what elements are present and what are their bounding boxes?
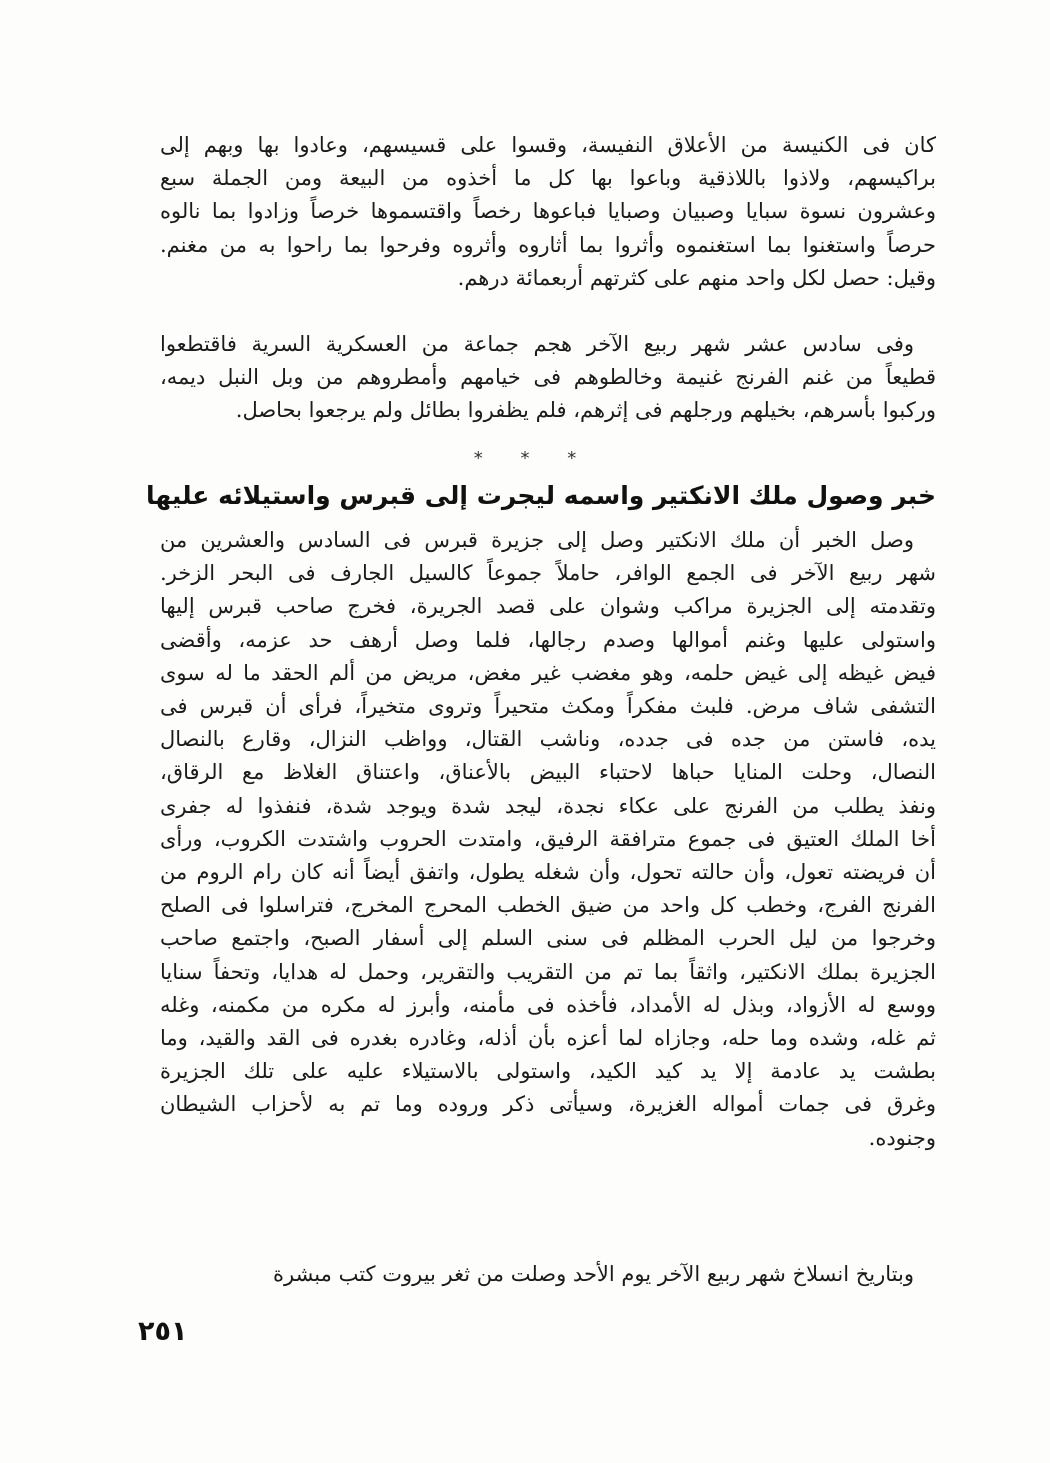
text-line: كان فى الكنيسة من الأعلاق النفيسة، وقسوا على قسيسهم، وعادوا بها وبهم إلى	[160, 133, 936, 157]
text-line: وركبوا بأسرهم، بخيلهم ورجلهم فى إثرهم، فلم يظفروا بطائل ولم يرجعوا بحاصل.	[235, 398, 936, 423]
text-line: التشفى شاف مرض. فلبث مفكراً ومكث متحيراً وتروى متخيراً، فرأى أن قبرس فى	[160, 694, 936, 718]
text-line: وفى سادس عشر شهر ربيع الآخر هجم جماعة من العسكرية السرية فاقتطعوا	[160, 332, 914, 356]
text-line: ثم غله، وشده وما حله، وجازاه لما أعزه بأن أذله، وغادره بغدره فى القد والقيد، وما	[160, 1026, 936, 1050]
text-line: فيض غيظه إلى غيض حلمه، وهو مغضب غير مغض، مريض من ألم الحقد ما له سوى	[160, 660, 936, 685]
separator-star: *	[567, 448, 577, 469]
text-line: يده، فاستن من جده فى جدده، وناشب القتال، وواظب النزال، وقارع بالنصال	[160, 727, 936, 752]
separator-star: *	[520, 448, 530, 469]
text-line: وعشرون نسوة سبايا وصبيان وصبايا فباعوها رخصاً واقتسموها خرصاً وزادوا بما نالوه	[160, 199, 936, 224]
text-line: أن فريضته تعول، وأن حالته تحول، وأن شغله يطول، واتفق أيضاً أنه كان رام الروم من	[160, 860, 936, 884]
text-line: وغرق فى جمات أمواله الغزيرة، وسيأتى ذكر وروده وما تم به لأحزاب الشيطان	[160, 1092, 936, 1117]
text-line: الفرنج الفرج، وخطب كل واحد من ضيق الخطب المحرج المخرج، فتراسلوا فى الصلح	[160, 893, 936, 918]
text-line: حرصاً واستغنوا بما استغنموه وأثروا بما أثاروه وأثروه وفرحوا بما راحوا به من مغنم.	[160, 232, 936, 257]
text-line: شهر ربيع الآخر فى الجمع الوافر، حاملاً جموعاً كالسيل الجارف فى البحر الزخر.	[160, 561, 936, 586]
section-separator	[0, 448, 1050, 469]
text-line: وبتاريخ انسلاخ شهر ربيع الآخر يوم الأحد وصلت من ثغر بيروت كتب مبشرة	[272, 1262, 914, 1286]
text-line: قطيعاً من غنم الفرنج غنيمة وخالطوهم فى خيامهم وأمطروهم من وبل النبل ديمه،	[160, 365, 936, 390]
text-line: ونفذ يطلب من الفرنج على عكاء نجدة، ليجد شدة ويوجد شدة، فنفذوا له جفرى	[160, 793, 936, 818]
text-line: وخرجوا من ليل الحرب المظلم فى سنى السلم إلى أسفار الصبح، واجتمع صاحب	[160, 926, 936, 951]
separator-star: *	[473, 448, 483, 469]
section-heading: خبر وصول ملك الانكتير واسمه ليجرت إلى قبرس واستيلائه عليها	[146, 481, 936, 510]
text-line: وصل الخبر أن ملك الانكتير وصل إلى جزيرة قبرس فى السادس والعشرين من	[160, 528, 914, 552]
text-line: الجزيرة بملك الانكتير، واثقاً بما تم من التقريب والتقرير، وحمل له هدايا، وتحفاً سنايا	[160, 959, 936, 984]
text-line: وتقدمته إلى الجزيرة مراكب وشوان على قصد الجريرة، فخرج صاحب قبرس إليها	[160, 594, 936, 619]
page-number: ٢٥١	[138, 1316, 188, 1347]
text-line: النصال، وحلت المنايا حباها لاحتباء البيض بالأعناق، واعتناق الغلاظ مع الرقاق،	[160, 760, 936, 785]
text-line: بطشت يد عادمة إلا يد كيد الكيد، واستولى بالاستيلاء عليه على تلك الجزيرة	[160, 1059, 936, 1084]
text-line: واستولى عليها وغنم أموالها وصدم رجالها، فلما وصل أرهف حد عزمه، وأقضى	[160, 627, 936, 652]
text-line: أخا الملك العتيق فى جموع مترافقة الرفيق، وامتدت الحروب واشتدت الكروب، ورأى	[160, 826, 936, 851]
text-line: براكيسهم، ولاذوا باللاذقية وباعوا بها كل ما أخذوه من البيعة ومن الجملة سبع	[160, 166, 936, 191]
text-line: وجنوده.	[868, 1125, 936, 1150]
text-line: وقيل: حصل لكل واحد منهم على كثرتهم أربعمائة درهم.	[457, 265, 936, 290]
text-line: ووسع له الأزواد، وبذل له الأمداد، فأخذه فى مأمنه، وأبرز له مكره من مكمنه، وغله	[160, 992, 936, 1017]
